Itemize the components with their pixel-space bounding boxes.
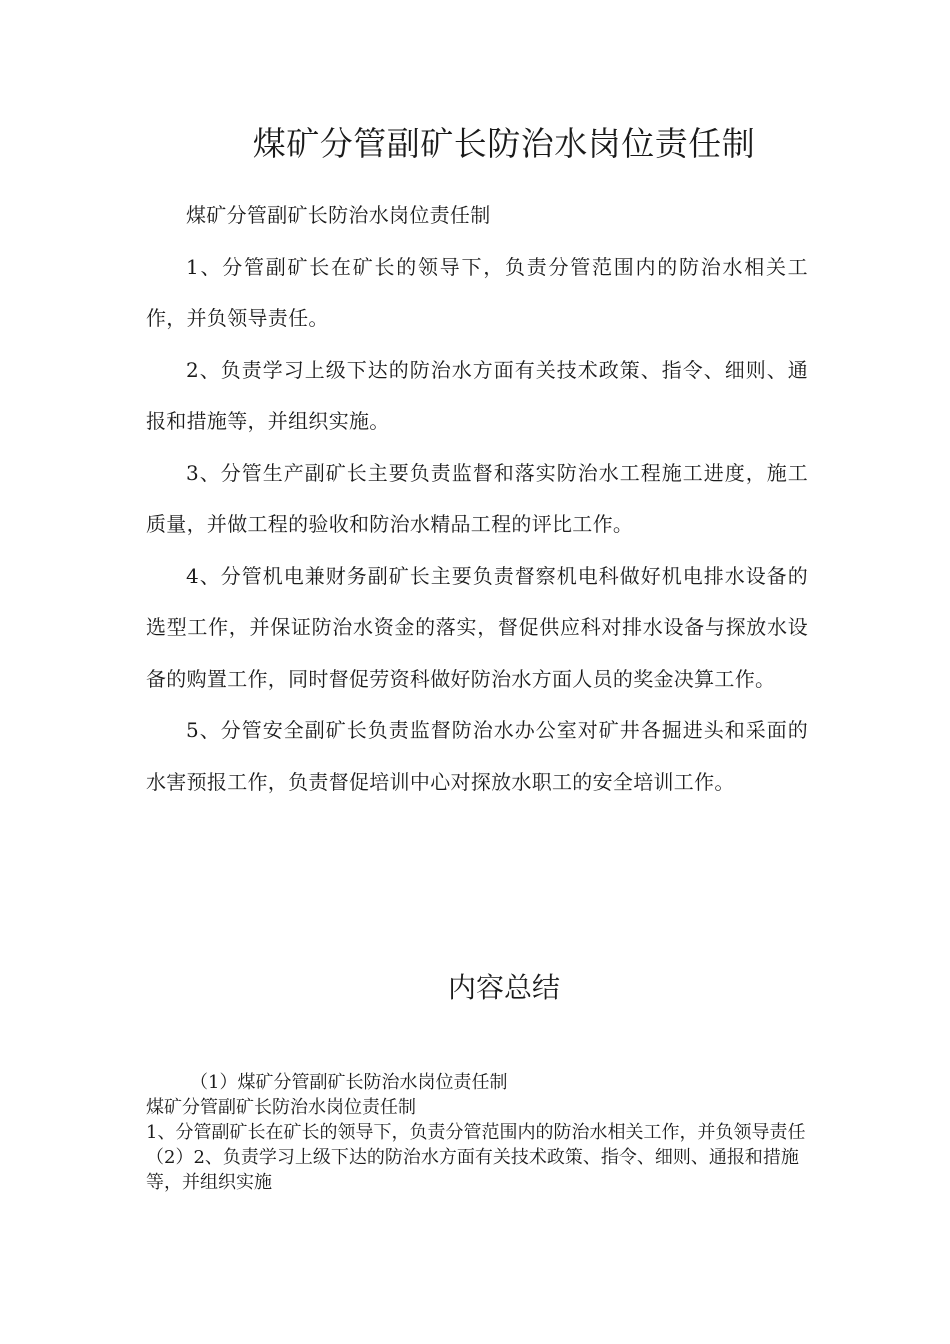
paragraph-item-5: 5、分管安全副矿长负责监督防治水办公室对矿井各掘进头和采面的水害预报工作，负责督促培训中心对探放水职工的安全培训工作。: [146, 718, 808, 794]
paragraph-subtitle: 煤矿分管副矿长防治水岗位责任制: [186, 203, 491, 227]
summary-title: 内容总结: [447, 971, 560, 1004]
summary-line-2: 煤矿分管副矿长防治水岗位责任制: [146, 1097, 416, 1118]
summary-line-4: （2）2、负责学习上级下达的防治水方面有关技术政策、指令、细则、通报和措施等，并组织实施: [146, 1147, 799, 1193]
summary-line-1: （1）煤矿分管副矿长防治水岗位责任制: [190, 1072, 508, 1093]
paragraph-item-1: 1、分管副矿长在矿长的领导下，负责分管范围内的防治水相关工作，并负领导责任。: [146, 254, 808, 330]
paragraph-item-4: 4、分管机电兼财务副矿长主要负责督察机电科做好机电排水设备的选型工作，并保证防治水资金的落实，督促供应科对排水设备与探放水设备的购置工作，同时督促劳资科做好防治水方面人员的奖金决算工作。: [146, 563, 808, 691]
document-body: [146, 190, 808, 808]
document-title: 煤矿分管副矿长防治水岗位责任制: [252, 124, 756, 163]
paragraph-item-3: 3、分管生产副矿长主要负责监督和落实防治水工程施工进度，施工质量，并做工程的验收和防治水精品工程的评比工作。: [146, 460, 808, 536]
summary-section: [146, 1070, 808, 1195]
paragraph-item-2: 2、负责学习上级下达的防治水方面有关技术政策、指令、细则、通报和措施等，并组织实施。: [146, 357, 808, 433]
summary-line-3: 1、分管副矿长在矿长的领导下，负责分管范围内的防治水相关工作，并负领导责任: [146, 1122, 806, 1143]
